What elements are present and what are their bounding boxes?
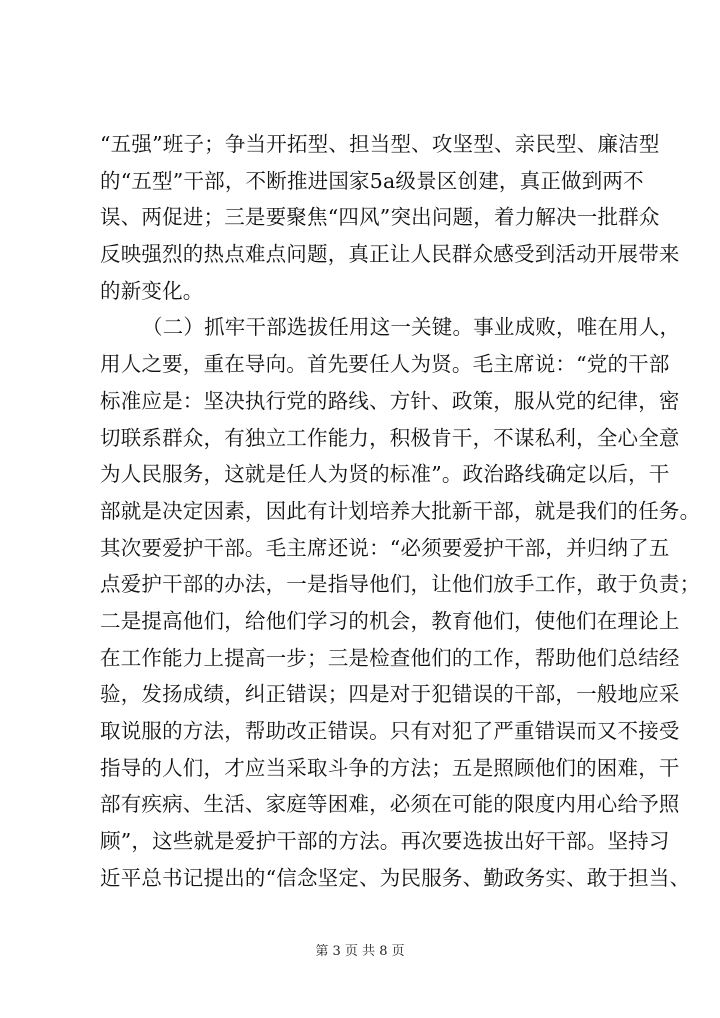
text-line: 指导的人们，才应当采取斗争的方法；五是照顾他们的困难，干 <box>100 755 680 780</box>
text-line: 取说服的方法，帮助改正错误。只有对犯了严重错误而又不接受 <box>100 719 680 743</box>
text-line: 顾”，这些就是爱护干部的方法。再次要选拔出好干部。坚持习 <box>100 829 670 854</box>
text-line: 的“五型”干部，不断推进国家5a级景区创建，真正做到两不 <box>100 168 644 193</box>
body-text <box>100 126 701 896</box>
text-line: “五强”班子；争当开拓型、担当型、攻坚型、亲民型、廉洁型 <box>100 132 660 156</box>
text-line: 在工作能力上提高一步；三是检查他们的工作，帮助他们总结经 <box>100 645 680 670</box>
text-line: 近平总书记提出的“信念坚定、为民服务、勤政务实、敢于担当、 <box>100 865 691 890</box>
text-line: 二是提高他们，给他们学习的机会，教育他们，使他们在理论上 <box>100 608 680 633</box>
text-line: 部有疾病、生活、家庭等困难，必须在可能的限度内用心给予照 <box>100 792 680 817</box>
text-line: 部就是决定因素，因此有计划培养大批新干部，就是我们的任务。 <box>100 498 701 523</box>
text-line: 为人民服务，这就是任人为贤的标准”。政治路线确定以后，干 <box>100 462 670 487</box>
text-line: （二）抓牢干部选拔任用这一关键。事业成败，唯在用人， <box>142 315 681 340</box>
text-line: 点爱护干部的办法，一是指导他们，让他们放手工作，敢于负责； <box>100 572 701 597</box>
text-line: 其次要爱护干部。毛主席还说：“必须要爱护干部，并归纳了五 <box>100 535 670 560</box>
text-line: 验，发扬成绩，纠正错误；四是对于犯错误的干部，一般地应采 <box>100 682 680 707</box>
text-line: 的新变化。 <box>100 278 204 303</box>
text-line: 用人之要，重在导向。首先要任人为贤。毛主席说：“党的干部 <box>100 352 670 377</box>
page-number-footer: 第 3 页 共 8 页 <box>315 944 405 959</box>
text-line: 误、两促进；三是要聚焦“四风”突出问题，着力解决一批群众 <box>100 205 660 230</box>
text-line: 反映强烈的热点难点问题，真正让人民群众感受到活动开展带来 <box>100 242 680 267</box>
text-line: 切联系群众，有独立工作能力，积极肯干，不谋私利，全心全意 <box>100 425 680 450</box>
text-line: 标准应是：坚决执行党的路线、方针、政策，服从党的纪律，密 <box>100 388 680 413</box>
